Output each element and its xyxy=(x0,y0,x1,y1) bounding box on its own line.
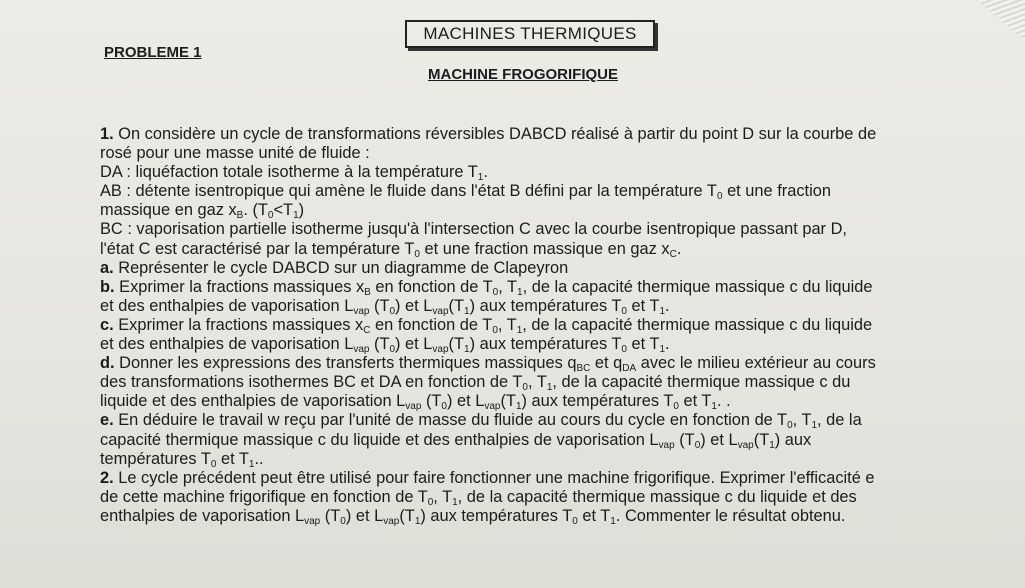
text-fragment: 0 xyxy=(340,515,346,527)
text-fragment: 1 xyxy=(515,401,522,413)
problem-subtitle: MACHINE FROGORIFIQUE xyxy=(428,66,618,83)
text-fragment: en fonction de T xyxy=(370,277,493,296)
text-fragment: 0 xyxy=(787,420,793,432)
text-fragment: et des enthalpies de vaporisation L xyxy=(100,296,354,315)
text-fragment: 1 xyxy=(293,210,299,222)
text-fragment: en fonction de T xyxy=(370,315,493,334)
text-fragment: C xyxy=(363,324,371,336)
text-fragment: l'état C est caractérisé par la température T xyxy=(100,239,415,258)
text-fragment: . xyxy=(483,163,488,182)
text-fragment: (T xyxy=(421,392,442,411)
text-fragment: 0 xyxy=(441,401,447,413)
text-fragment: 0 xyxy=(427,496,434,508)
text-line xyxy=(100,469,980,488)
text-fragment: 1 xyxy=(610,515,616,527)
text-fragment: (T xyxy=(369,296,390,315)
text-line xyxy=(100,125,980,144)
text-fragment: rosé pour une masse unité de fluide : xyxy=(100,144,370,163)
text-fragment: ) et L xyxy=(395,335,433,354)
text-fragment: (T xyxy=(753,430,770,449)
text-fragment: 0 xyxy=(621,305,627,317)
text-line xyxy=(100,259,980,278)
text-fragment: 1 xyxy=(452,496,458,508)
text-fragment: B xyxy=(364,286,371,298)
text-fragment: , de la capacité thermique massique c du liquide et des xyxy=(457,487,857,506)
text-fragment: et T xyxy=(626,335,660,354)
text-fragment: , de la capacité thermique massique c du liquide xyxy=(522,315,873,334)
text-fragment: et T xyxy=(577,506,611,525)
text-fragment: 1 xyxy=(477,172,484,184)
text-line xyxy=(100,488,980,507)
text-fragment: , de la capacité thermique massique c du liquide xyxy=(522,277,873,296)
document-title: MACHINES THERMIQUES xyxy=(405,20,655,48)
text-fragment: capacité thermique massique c du liquide et des enthalpies de vaporisation L xyxy=(100,430,659,449)
text-fragment: vap xyxy=(658,439,675,451)
text-fragment: , de la xyxy=(817,411,862,430)
text-fragment: 1 xyxy=(769,439,775,451)
text-fragment: En déduire le travail w reçu par l'unité de masse du fluide au cours du cycle en fonction de T xyxy=(113,411,788,430)
text-fragment: et T xyxy=(678,392,712,411)
text-fragment: 1 xyxy=(516,324,523,336)
text-fragment: liquide et des enthalpies de vaporisation L xyxy=(100,392,406,411)
text-fragment: vap xyxy=(432,305,449,317)
text-fragment: vap xyxy=(353,344,370,356)
text-fragment: et des enthalpies de vaporisation L xyxy=(100,335,354,354)
problem-statement xyxy=(100,125,980,526)
text-fragment: des transformations isothermes BC et DA en fonction de T xyxy=(100,373,523,392)
text-fragment: 1 xyxy=(464,305,470,317)
text-fragment: températures T xyxy=(100,449,211,468)
text-fragment: BC xyxy=(576,363,591,375)
text-fragment: enthalpies de vaporisation L xyxy=(100,506,305,525)
text-fragment: 0 xyxy=(673,401,679,413)
text-fragment: C xyxy=(669,248,677,260)
text-fragment: 1 xyxy=(546,382,553,394)
text-fragment: On considère un cycle de transformations réversibles DABCD réalisé à partir du point D sur la courbe de xyxy=(113,125,877,143)
text-fragment: ) et L xyxy=(700,430,738,449)
text-fragment: (T xyxy=(448,335,465,354)
text-fragment: (T xyxy=(320,506,341,525)
question-number: c. xyxy=(100,315,114,334)
text-fragment: ) xyxy=(298,201,305,220)
text-fragment: vap xyxy=(432,344,449,356)
text-fragment: DA xyxy=(622,363,637,375)
text-line xyxy=(100,431,980,450)
text-fragment: 0 xyxy=(572,515,578,527)
text-fragment: , de la capacité thermique massique c du xyxy=(552,373,851,392)
text-fragment: , T xyxy=(497,315,517,334)
text-fragment: avec le milieu extérieur au cours xyxy=(636,354,876,373)
text-fragment: vap xyxy=(737,439,754,451)
text-line xyxy=(100,201,980,220)
text-line xyxy=(100,450,980,469)
text-fragment: . Commenter le résultat obtenu. xyxy=(615,506,846,525)
text-fragment: , T xyxy=(498,277,518,296)
text-fragment: BC : vaporisation partielle isotherme jusqu'à l'intersection C avec la courbe isentropique passant par D, xyxy=(100,220,847,239)
text-fragment: 0 xyxy=(716,191,723,203)
text-fragment: .. xyxy=(254,449,264,468)
text-fragment: ) aux températures T xyxy=(469,296,622,315)
text-fragment: Exprimer la fractions massiques x xyxy=(113,315,364,334)
text-line xyxy=(100,335,980,354)
text-fragment: vap xyxy=(405,401,422,413)
text-line xyxy=(100,182,980,201)
text-fragment: et une fraction xyxy=(722,182,831,201)
text-fragment: ) et L xyxy=(345,506,384,525)
text-fragment: (T xyxy=(674,430,695,449)
text-fragment: , T xyxy=(792,411,812,430)
text-fragment: 0 xyxy=(389,344,396,356)
text-fragment: AB : détente isentropique qui amène le fluide dans l'état B défini par la température T xyxy=(100,182,717,201)
question-number: e. xyxy=(100,411,114,430)
text-fragment: massique en gaz x xyxy=(100,201,237,220)
text-line xyxy=(100,373,980,392)
text-fragment: . xyxy=(665,296,670,315)
text-fragment: 1 xyxy=(659,305,666,317)
text-line xyxy=(100,163,980,182)
text-fragment: 1 xyxy=(811,420,818,432)
text-line xyxy=(100,316,980,335)
text-fragment: . xyxy=(676,239,682,258)
text-fragment: 0 xyxy=(389,305,396,317)
text-fragment: 0 xyxy=(492,324,498,336)
question-number: a. xyxy=(100,258,114,277)
text-fragment: . xyxy=(665,335,670,354)
text-fragment: 0 xyxy=(694,439,701,451)
text-fragment: Représenter le cycle DABCD sur un diagramme de Clapeyron xyxy=(113,258,569,277)
text-fragment: DA : liquéfaction totale isotherme à la température T xyxy=(100,163,478,182)
question-number: 1. xyxy=(100,125,114,143)
text-line xyxy=(100,220,980,239)
problem-label: PROBLEME 1 xyxy=(104,44,202,61)
text-line xyxy=(100,392,980,411)
text-fragment: 0 xyxy=(414,248,420,260)
text-fragment: 0 xyxy=(522,382,528,394)
question-number: 2. xyxy=(100,468,114,487)
text-fragment: vap xyxy=(383,515,400,527)
text-fragment: Exprimer la fractions massiques x xyxy=(114,277,365,296)
text-fragment: 1 xyxy=(517,286,523,298)
text-fragment: ) aux températures T xyxy=(469,335,622,354)
text-line xyxy=(100,240,980,259)
text-fragment: 1 xyxy=(414,515,421,527)
text-fragment: vap xyxy=(304,515,321,527)
text-fragment: de cette machine frigorifique en fonction de T xyxy=(100,487,428,506)
text-fragment: B xyxy=(236,210,244,222)
text-fragment: ) aux températures T xyxy=(420,506,573,525)
text-fragment: (T xyxy=(500,392,516,411)
text-fragment: 1 xyxy=(248,458,255,470)
text-fragment: <T xyxy=(273,201,294,220)
text-fragment: 1 xyxy=(659,344,666,356)
text-fragment: , T xyxy=(527,373,547,392)
text-fragment: vap xyxy=(353,305,370,317)
text-line xyxy=(100,507,980,526)
text-fragment: ) et L xyxy=(446,392,485,411)
text-fragment: ) aux températures T xyxy=(521,392,674,411)
question-number: b. xyxy=(100,277,115,296)
text-fragment: 0 xyxy=(267,210,274,222)
text-fragment: et une fraction massique en gaz x xyxy=(419,239,670,258)
text-fragment: et T xyxy=(626,296,660,315)
text-fragment: . . xyxy=(716,392,731,411)
text-line xyxy=(100,411,980,430)
text-fragment: 1 xyxy=(711,401,717,413)
text-fragment: 0 xyxy=(621,344,627,356)
text-fragment: (T xyxy=(369,335,390,354)
text-line xyxy=(100,297,980,316)
text-fragment: Le cycle précédent peut être utilisé pour faire fonctionner une machine frigorifique. Exprimer l'efficacité e xyxy=(113,468,875,487)
text-line xyxy=(100,354,980,373)
text-fragment: 0 xyxy=(210,458,217,470)
text-fragment: Donner les expressions des transferts thermiques massiques q xyxy=(114,354,577,373)
text-line xyxy=(100,278,980,297)
text-line xyxy=(100,144,980,163)
text-fragment: (T xyxy=(448,296,465,315)
text-fragment: ) aux xyxy=(774,430,812,449)
text-fragment: , T xyxy=(433,487,453,506)
question-number: d. xyxy=(100,354,115,373)
text-fragment: vap xyxy=(484,401,501,413)
text-fragment: et q xyxy=(590,354,623,373)
text-fragment: (T xyxy=(399,506,415,525)
text-fragment: et T xyxy=(216,449,249,468)
text-fragment: ) et L xyxy=(395,296,433,315)
text-fragment: 1 xyxy=(464,344,470,356)
text-fragment: . (T xyxy=(243,201,268,220)
text-fragment: 0 xyxy=(492,286,499,298)
